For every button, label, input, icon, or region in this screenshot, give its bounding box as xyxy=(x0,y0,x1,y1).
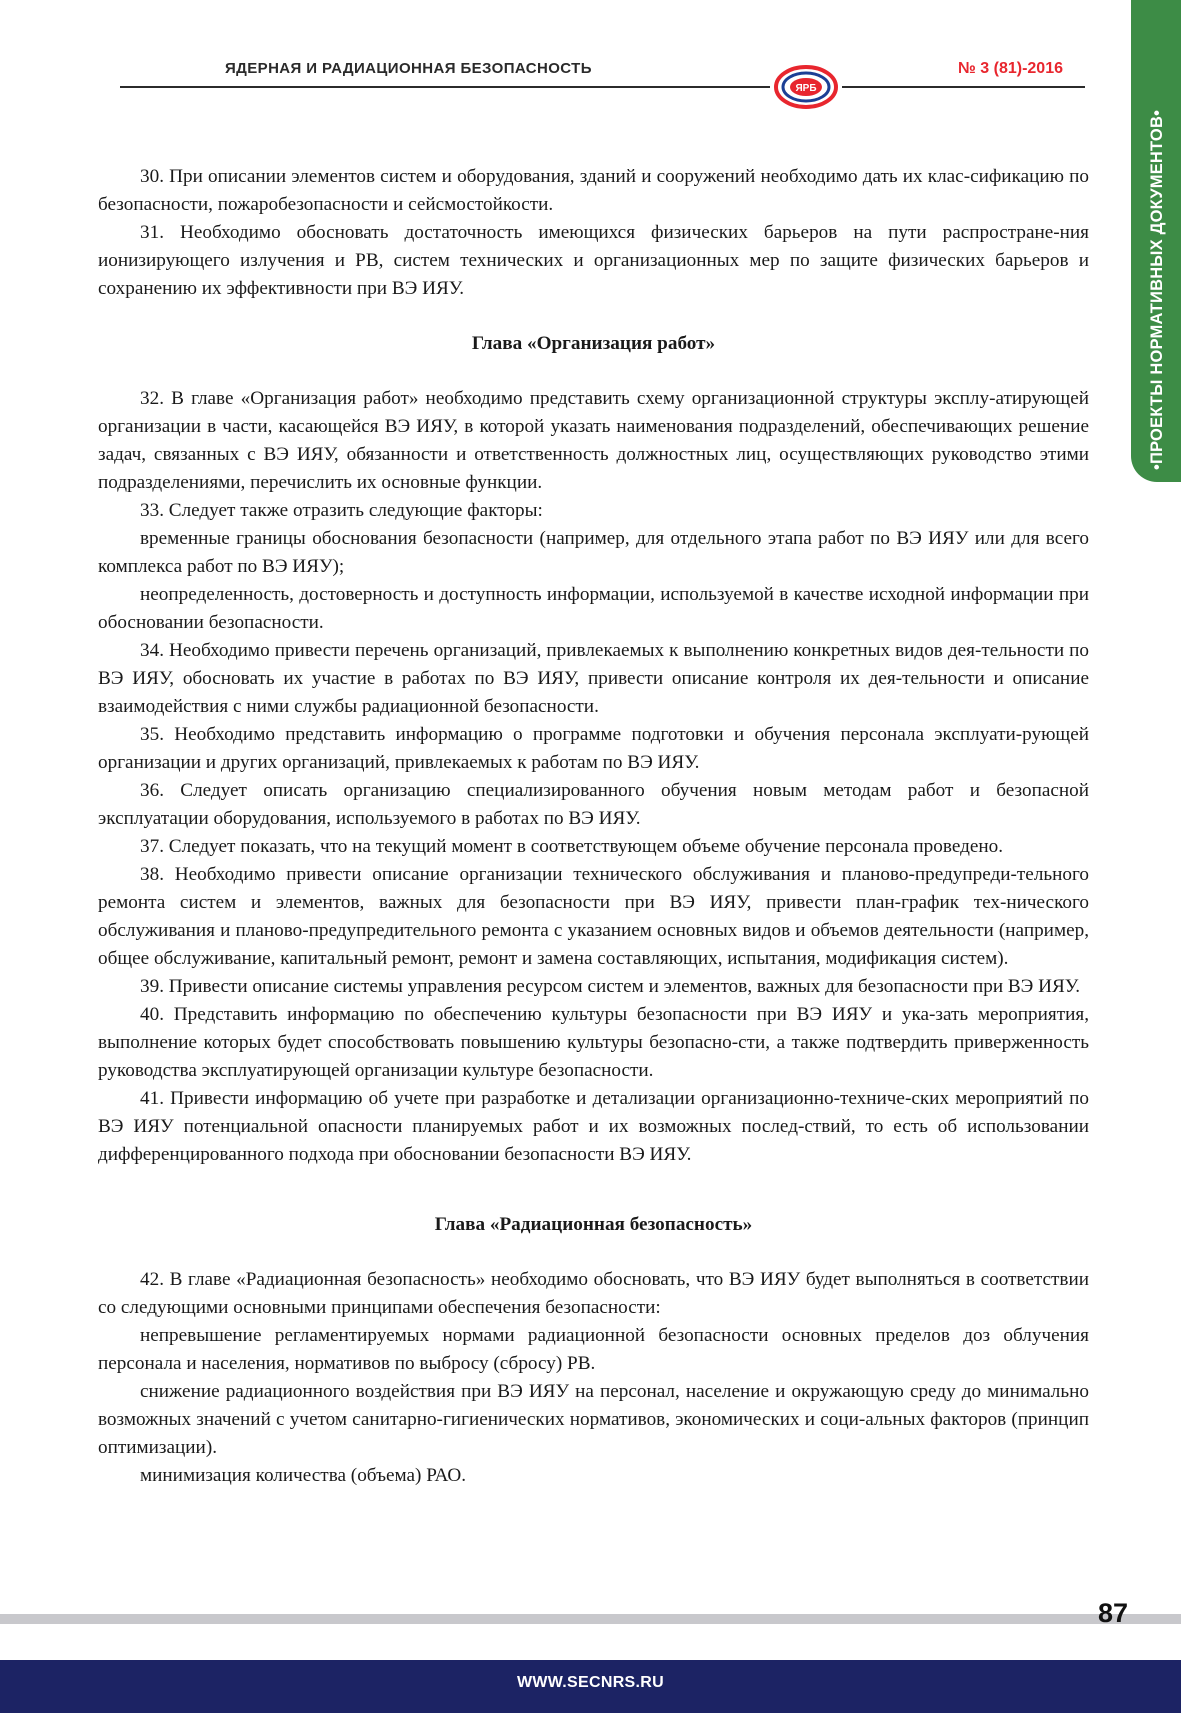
paragraph-37: 37. Следует показать, что на текущий момент в соответствующем объеме обучение персонала проведено. xyxy=(140,836,1004,857)
paragraph-33-item-1: временные границы обоснования безопасности (например, для отдельного этапа работ по ВЭ ИЯУ или для всего комплекса работ по ВЭ ИЯУ); xyxy=(98,528,1089,577)
paragraph-39: 39. Привести описание системы управления ресурсом систем и элементов, важных для безопасности при ВЭ ИЯУ. xyxy=(140,976,1081,997)
footer-url[interactable]: WWW.SECNRS.RU xyxy=(516,1674,664,1691)
page-number: 87 xyxy=(1098,1598,1129,1628)
paragraph-32: 32. В главе «Организация работ» необходимо представить схему организационной структуры эксплу-атирующей организации в части, касающейся ВЭ ИЯУ, в которой указать наименования подразделений, обеспечивающих решение задач, связанных с ВЭ ИЯУ, обязанности и ответственность должностных лиц, осуществляющих руководство этими подразделениями, перечислить их основные функции. xyxy=(98,388,1089,493)
chapter-heading-radiation: Глава «Радиационная безопасность» xyxy=(434,1214,753,1235)
journal-title: ЯДЕРНАЯ И РАДИАЦИОННАЯ БЕЗОПАСНОСТЬ xyxy=(225,60,592,77)
journal-logo xyxy=(770,60,842,114)
section-tab-label: •ПРОЕКТЫ НОРМАТИВНЫХ ДОКУМЕНТОВ• xyxy=(1148,109,1166,470)
paragraph-30: 30. При описании элементов систем и оборудования, зданий и сооружений необходимо дать их клас-сификацию по безопасности, пожаробезопасности и сейсмостойкости. xyxy=(98,166,1089,215)
paragraph-42: 42. В главе «Радиационная безопасность» необходимо обосновать, что ВЭ ИЯУ будет выполняться в соответствии со следующими основными принципами обеспечения безопасности: xyxy=(98,1269,1089,1318)
paragraph-42-item-3: минимизация количества (объема) РАО. xyxy=(140,1465,466,1486)
chapter-heading-organization: Глава «Организация работ» xyxy=(471,333,716,354)
paragraph-31: 31. Необходимо обосновать достаточность имеющихся физических барьеров на пути распростране-ния ионизирующего излучения и РВ, систем технических и организационных мер по защите физических барьеров и сохранению их эффективности при ВЭ ИЯУ. xyxy=(98,222,1089,299)
paragraph-33-item-2: неопределенность, достоверность и доступность информации, используемой в качестве исходной информации при обосновании безопасности. xyxy=(98,584,1089,633)
paragraph-42-item-2: снижение радиационного воздействия при ВЭ ИЯУ на персонал, население и окружающую среду до минимально возможных значений с учетом санитарно-гигиенических нормативов, экономических и соци-альных факторов (принцип оптимизации). xyxy=(98,1381,1089,1458)
paragraph-35: 35. Необходимо представить информацию о программе подготовки и обучения персонала эксплуати-рующей организации и других организаций, привлекаемых к работам по ВЭ ИЯУ. xyxy=(98,724,1089,773)
paragraph-38: 38. Необходимо привести описание организации технического обслуживания и планово-предупреди-тельного ремонта систем и элементов, важных для безопасности при ВЭ ИЯУ, привести план-график тех-нического обслуживания и планово-предупредительного ремонта с указанием основных видов и объемов деятельности (например, общее обслуживание, капитальный ремонт, ремонт и замена составляющих, испытания, модификация систем). xyxy=(98,864,1089,969)
footer-rule xyxy=(0,1614,1181,1624)
article-body xyxy=(98,163,1089,1490)
paragraph-36: 36. Следует описать организацию специализированного обучения новым методам работ и безопасной эксплуатации оборудования, используемого в работах по ВЭ ИЯУ. xyxy=(98,780,1089,829)
paragraph-41: 41. Привести информацию об учете при разработке и детализации организационно-техниче-ских мероприятий по ВЭ ИЯУ потенциальной опасности планируемых работ и их возможных послед-ствий, то есть об использовании дифференцированного подхода при обосновании безопасности ВЭ ИЯУ. xyxy=(98,1088,1089,1165)
paragraph-33: 33. Следует также отразить следующие факторы: xyxy=(140,500,543,521)
issue-number: № 3 (81)-2016 xyxy=(958,60,1063,77)
header-rule xyxy=(120,86,1085,88)
paragraph-34: 34. Необходимо привести перечень организаций, привлекаемых к выполнению конкретных видов дея-тельности по ВЭ ИЯУ, обосновать их участие в работах по ВЭ ИЯУ, привести описание контроля их дея-тельности и описание взаимодействия с ними службы радиационной безопасности. xyxy=(98,640,1089,717)
logo-text: ЯРБ xyxy=(795,83,817,94)
paragraph-40: 40. Представить информацию по обеспечению культуры безопасности при ВЭ ИЯУ и ука-зать мероприятия, выполнение которых будет способствовать повышению культуры безопасно-сти, а также подтвердить приверженность руководства эксплуатирующей организации культуре безопасности. xyxy=(98,1004,1089,1081)
paragraph-42-item-1: непревышение регламентируемых нормами радиационной безопасности основных пределов доз облучения персонала и населения, нормативов по выбросу (сбросу) РВ. xyxy=(98,1325,1089,1374)
